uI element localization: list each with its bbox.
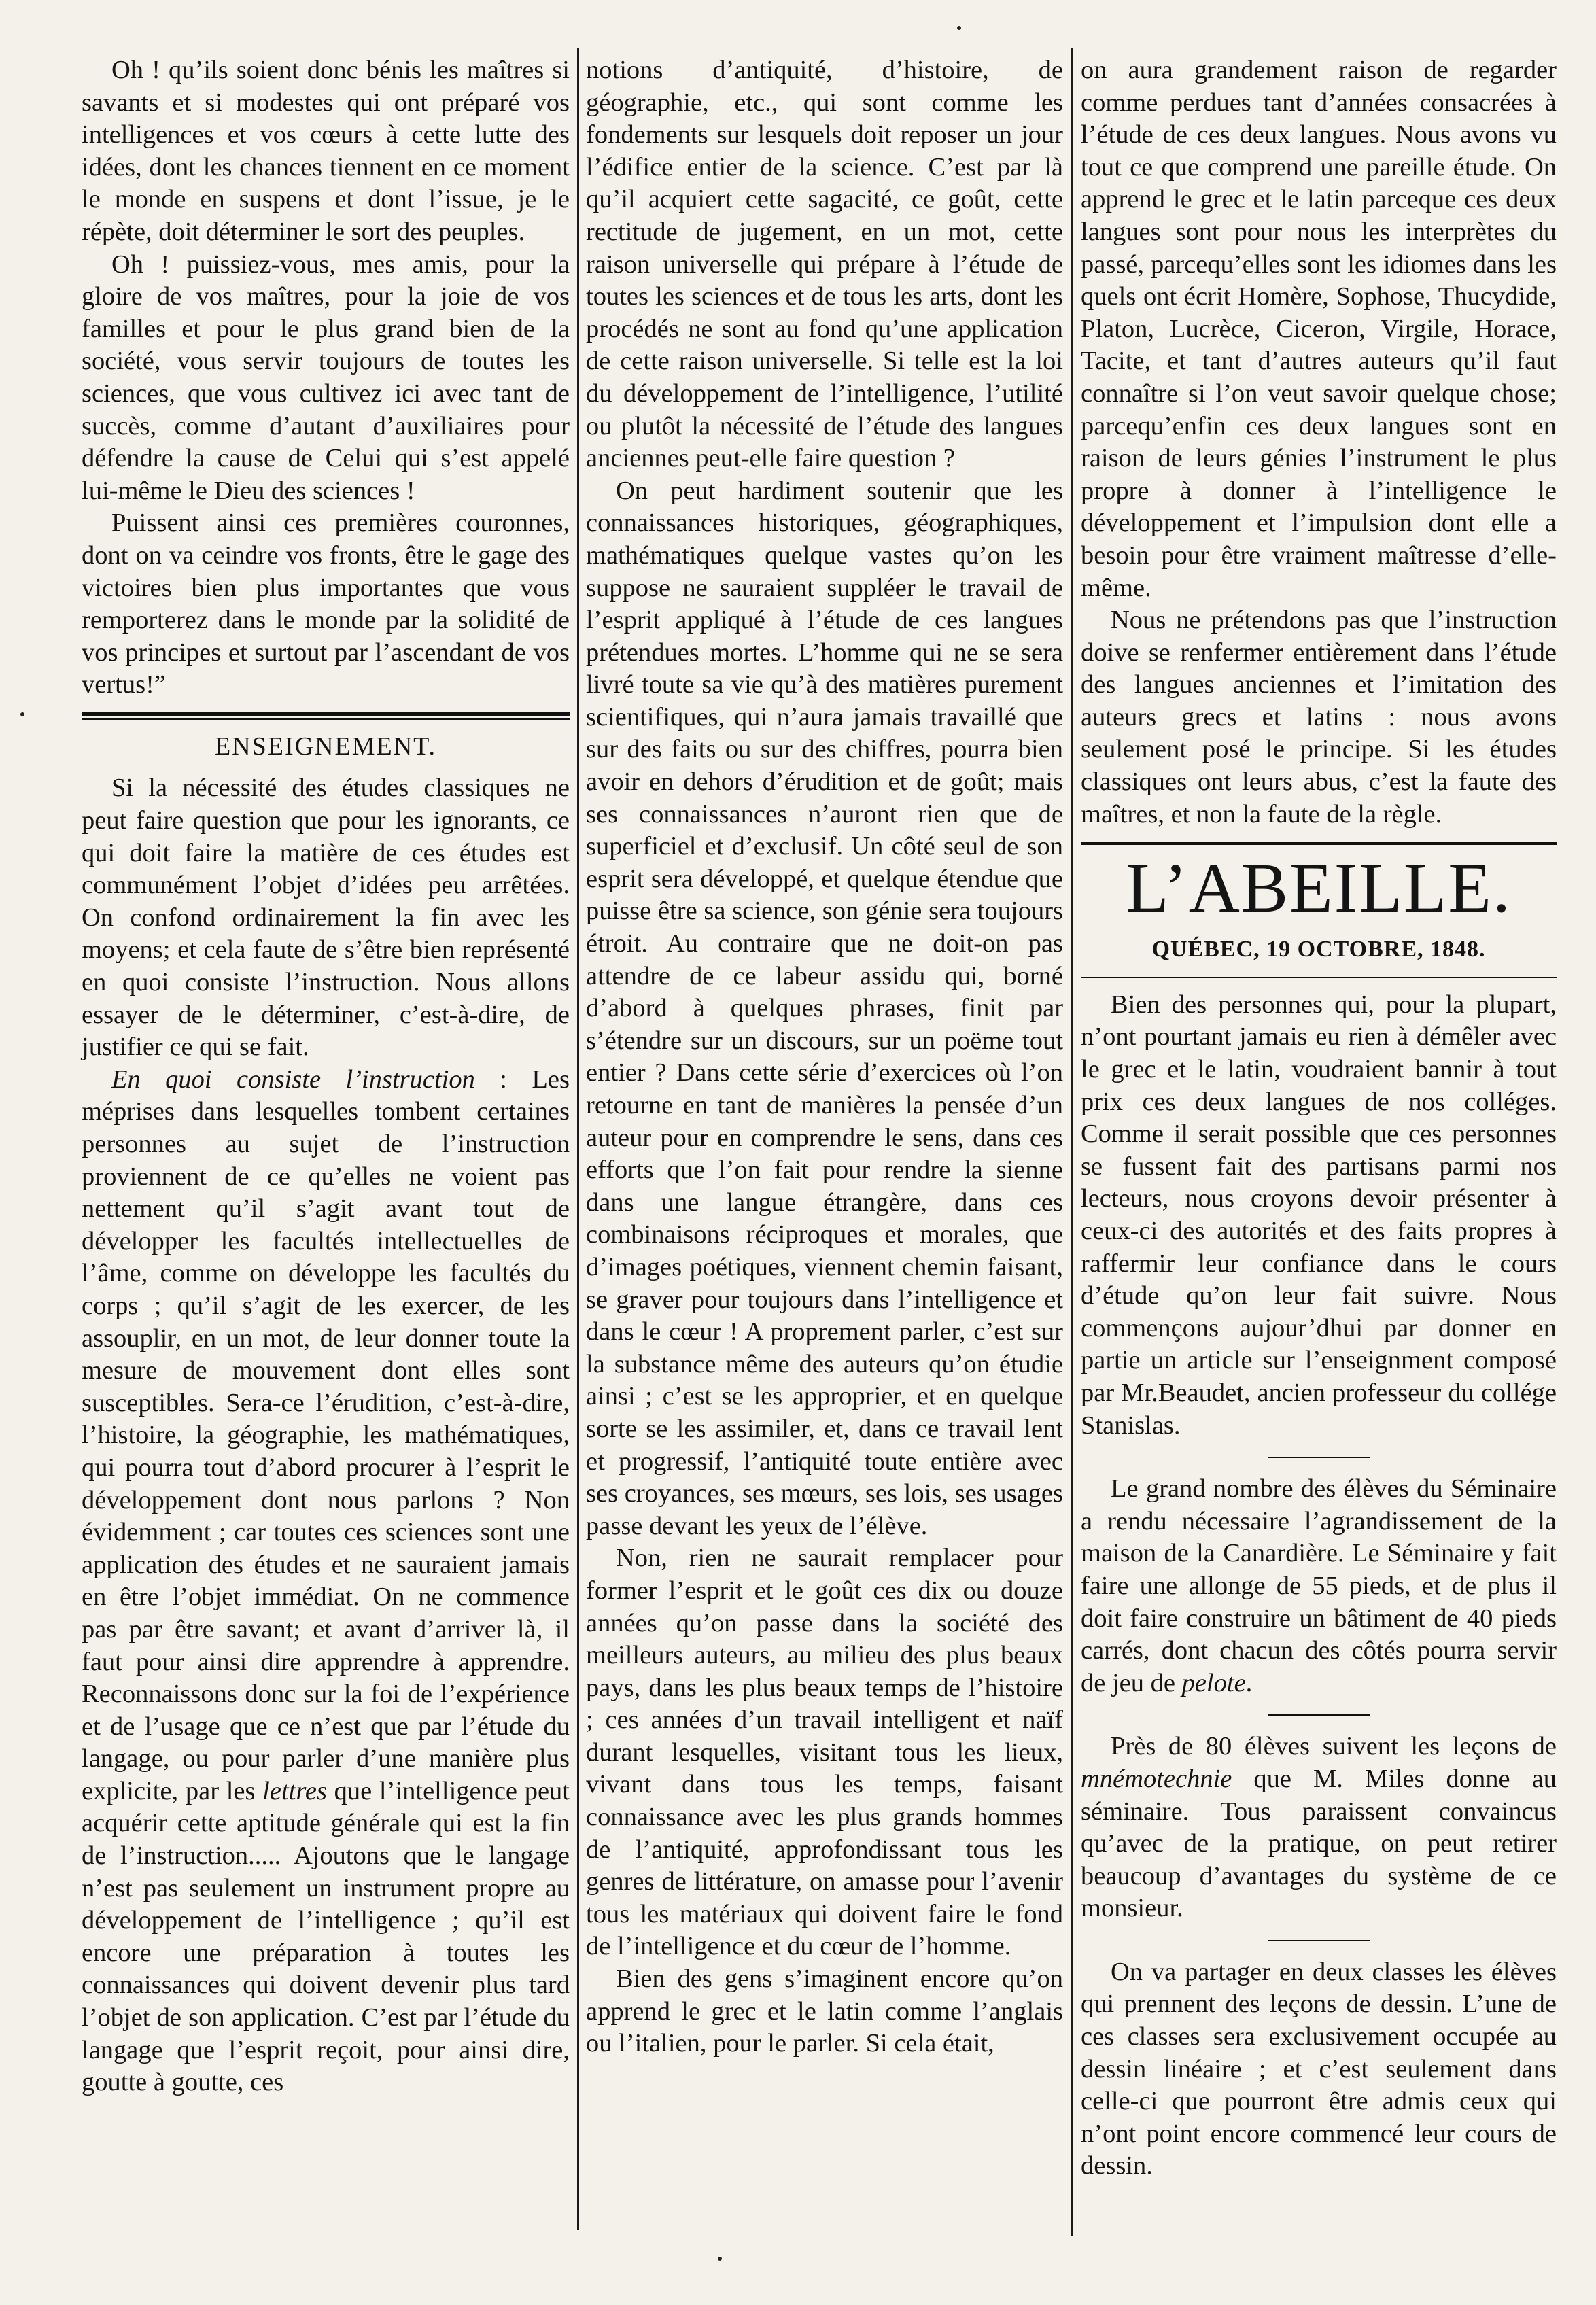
text-run: : Les méprises dans lesquelles tombent certaines personnes au sujet de l’instruction proviennent de ce qu’elles ne voient pas nettement qu’il s’agit avant tout de développer les facultés intellectuelles de l’âme, comme on développe les facultés du corps ; qu’il s’agit de les exercer, de les assouplir, en un mot, de leur donner toute la mesure de mouvement dont elles sont susceptibles. Sera-ce l’érudition, c’est-à-dire, l’histoire, la géographie, les mathématiques, qui pourra tout d’abord procurer à l’esprit le développement dont nous parlons ? Non évidemment ; car toutes ces sciences sont une application des études et ne sauraient jamais en être l’objet immédiat. On ne commence pas par être savant; et avant d’arriver là, il faut pour ainsi dire apprendre à apprendre. Reconnaissons donc sur la foi de l’expérience et de l’usage que ce n’est que par l’étude du langage, ou pour parler d’une manière plus explicite, par les: [82, 1064, 570, 1805]
section-rule: [82, 712, 570, 716]
dateline-rule: [1081, 977, 1557, 978]
paragraph: [82, 1064, 570, 2099]
paragraph: Oh ! puissiez-vous, mes amis, pour la gloire de vos maîtres, pour la joie de vos familles et pour le plus grand bien de la société, vous servir toujours de toutes les sciences, que vous cultivez ici avec tant de succès, comme d’autant d’auxiliaires pour défendre la cause de Celui qui s’est appelé lui-même le Dieu des sciences !: [82, 249, 570, 505]
paragraph: [1081, 1473, 1557, 1699]
paragraph-lead: En quoi consiste l’instruction: [111, 1064, 475, 1094]
paragraph: Bien des personnes qui, pour la plupart, n’ont pourtant jamais eu rien à démêler avec le grec et le latin, voudraient bannir à tout prix ces deux langues de nos colléges. Comme il serait possible que ces personnes se fussent fait des partisans parmi nos lecteurs, nous croyons devoir présenter à ceux-ci des autorités et des faits propres à raffermir leur confiance dans le cours d’étude qu’on leur fait suivre. Nous commençons aujour’dhui par donner en partie un article sur l’enseignment composé par Mr.Beaudet, ancien professeur du collége Stanislas.: [1081, 990, 1557, 1440]
text-run: que M. Miles donne au séminaire. Tous paraissent convaincus qu’avec de la pratique, on peut retirer beaucoup d’avantages du système de ce monsieur.: [1081, 1764, 1557, 1923]
paragraph: Si la nécessité des études classiques ne peut faire question que pour les ignorants, ce qui doit faire la matière de ces études est communément l’objet d’idées peu arrêtées. On confond ordinairement la fin avec les moyens; et cela faute de s’être bien représenté en quoi consiste l’instruction. Nous allons essayer de le déterminer, c’est-à-dire, de justifier ce qui se fait.: [82, 774, 570, 1062]
column-divider: [1071, 48, 1073, 2236]
text-run: Près de 80 élèves suivent les leçons de: [1111, 1732, 1557, 1761]
text-run: Le grand nombre des élèves du Séminaire a rendu nécessaire l’agrandissement de la maison de la Canardière. Le Séminaire y fait faire une allonge de 55 pieds, et de plus il doit faire construire un bâtiment de 40 pieds carrés, dont chacun des côtés pourra servir de jeu de: [1081, 1474, 1557, 1697]
masthead: L’ABEILLE.: [1126, 849, 1512, 928]
print-speck: [957, 26, 961, 30]
item-separator: [1268, 1940, 1370, 1941]
section-title: ENSEIGNEMENT.: [214, 731, 437, 761]
print-speck: [20, 712, 24, 716]
item-separator: [1268, 1714, 1370, 1716]
paragraph: [1081, 1731, 1557, 1925]
paragraph: Bien des gens s’imaginent encore qu’on apprend le grec et le latin comme l’anglais ou l’italien, pour le parler. Si cela était,: [586, 1964, 1063, 2058]
paragraph: notions d’antiquité, d’histoire, de géographie, etc., qui sont comme les fondements sur lesquels doit reposer un jour l’édifice entier de la science. C’est par là qu’il acquiert cette sagacité, ce goût, cette rectitude de jugement, en un mot, cette raison universelle qui prépare à l’étude de toutes les sciences et de tous les arts, dont les procédés ne sont au fond qu’une application de cette raison universelle. Si telle est la loi du développement de l’intelligence, l’utilité ou plutôt la nécessité de l’étude des langues anciennes peut-elle faire question ?: [586, 56, 1063, 473]
column-divider: [577, 48, 579, 2230]
paragraph: on aura grandement raison de regarder comme perdues tant d’années consacrées à l’étude de ces deux langues. Nous avons vu tout ce que comprend une pareille étude. On apprend le grec et le latin parceque ces deux langues sont pour nous les interprètes du passé, parcequ’elles sont les idiomes dans les quels ont écrit Homère, Sophose, Thucydide, Platon, Lucrèce, Ciceron, Virgile, Horace, Tacite, et tant d’autres auteurs qu’il faut connaître si l’on veut savoir quelque chose; parcequ’enfin ces deux langues sont en raison de leurs génies l’instrument le plus propre à donner à l’intelligence le développement et l’impulsion dont elle a besoin pour être vraiment maîtresse d’elle-même.: [1081, 56, 1557, 602]
section-rule: [82, 718, 570, 720]
print-speck: [718, 2257, 722, 2261]
text-run: que l’intelligence peut acquérir cette aptitude générale qui est la fin de l’instruction..... Ajoutons que le langage n’est pas seulement un instrument propre au développement de l’intelligence ; qu’il est encore une préparation à toutes les connaissances qui doivent devenir plus tard l’objet de son application. C’est par l’étude du langage que l’esprit reçoit, pour ainsi dire, goutte à goutte, ces: [82, 1776, 570, 2097]
paragraph: Oh ! qu’ils soient donc bénis les maîtres si savants et si modestes qui ont préparé vos intelligences et vos cœurs à cette lutte des idées, dont les chances tiennent en ce moment le monde en suspens et dont l’issue, je le répète, doit déterminer le sort des peuples.: [82, 56, 570, 246]
column-3: [1081, 54, 1557, 2183]
item-separator: [1268, 1457, 1370, 1458]
text-run: .: [1245, 1668, 1253, 1697]
emphasis: lettres: [262, 1776, 327, 1805]
paragraph: On peut hardiment soutenir que les connaissances historiques, géographiques, mathématiques quelque vastes qu’on les suppose ne sauraient suppléer le travail de l’esprit appliqué à l’étude de ces langues prétendues mortes. L’homme qui ne se sera livré toute sa vie qu’à des matières purement scientifiques, qui n’aura jamais travaillé que sur des faits ou sur des chiffres, pourra bien avoir en dehors d’érudition et de goût; mais ses connaissances n’auront rien que de superficiel et d’exclusif. Un côté seul de son esprit sera développé, et quelque étendue que puisse être sa science, son génie sera toujours étroit. Au contraire que ne doit-on pas attendre de ce labeur assidu qui, borné d’abord à quelques phrases, finit par s’étendre sur un discours, sur un poëme tout entier ? Dans cette série d’exercices où l’on retourne en tant de manières la pensée d’un auteur pour en comprendre le sens, dans ces efforts que l’on fait pour rendre la sienne dans une langue étrangère, dans ces combinaisons réciproques et morales, que d’images poétiques, viennent chemin faisant, se graver pour toujours dans l’intelligence et dans le cœur ! A proprement parler, c’est sur la substance même des auteurs qu’on étudie ainsi ; c’est se les approprier, et en quelque sorte se les assimiler, et, dans ce travail lent et progressif, l’antiquité toute entière avec ses croyances, ses mœurs, ses lois, ses usages passe devant les yeux de l’élève.: [586, 476, 1063, 1540]
emphasis: mnémotechnie: [1081, 1764, 1232, 1793]
paragraph: On va partager en deux classes les élèves qui prennent des leçons de dessin. L’une de ces classes sera exclusivement occupée au dessin linéaire ; et c’est seulement dans celle-ci que pourront être admis ceux qui n’ont point encore commencé leur cours de dessin.: [1081, 1957, 1557, 2181]
dateline: QUÉBEC, 19 OCTOBRE, 1848.: [1151, 937, 1486, 963]
column-1: [82, 54, 570, 2099]
paragraph: Puissent ainsi ces premières couronnes, dont on va ceindre vos fronts, être le gage des victoires bien plus importantes que vous remporterez dans le monde par la solidité de vos principes et surtout par l’ascendant de vos vertus!”: [82, 508, 570, 699]
column-2: [586, 54, 1063, 2060]
emphasis: pelote: [1181, 1668, 1246, 1697]
paragraph: Non, rien ne saurait remplacer pour former l’esprit et le goût ces dix ou douze années qu’on passe dans la société des meilleurs auteurs, au milieu des plus beaux pays, dans les plus beaux temps de l’histoire ; ces années d’un travail intelligent et naïf durant lesquelles, visitant tous les lieux, vivant dans tous les temps, faisant connaissance avec les plus grands hommes de l’antiquité, approfondissant tous les genres de littérature, on amasse pour l’avenir tous les matériaux qui doivent faire le fond de l’intelligence et du cœur de l’homme.: [586, 1544, 1063, 1961]
paragraph: Nous ne prétendons pas que l’instruction doive se renfermer entièrement dans l’étude des langues anciennes et l’imitation des auteurs grecs et latins : nous avons seulement posé le principe. Si les études classiques ont leurs abus, c’est la faute des maîtres, et non la faute de la règle.: [1081, 606, 1557, 829]
masthead-rule: [1081, 842, 1557, 845]
